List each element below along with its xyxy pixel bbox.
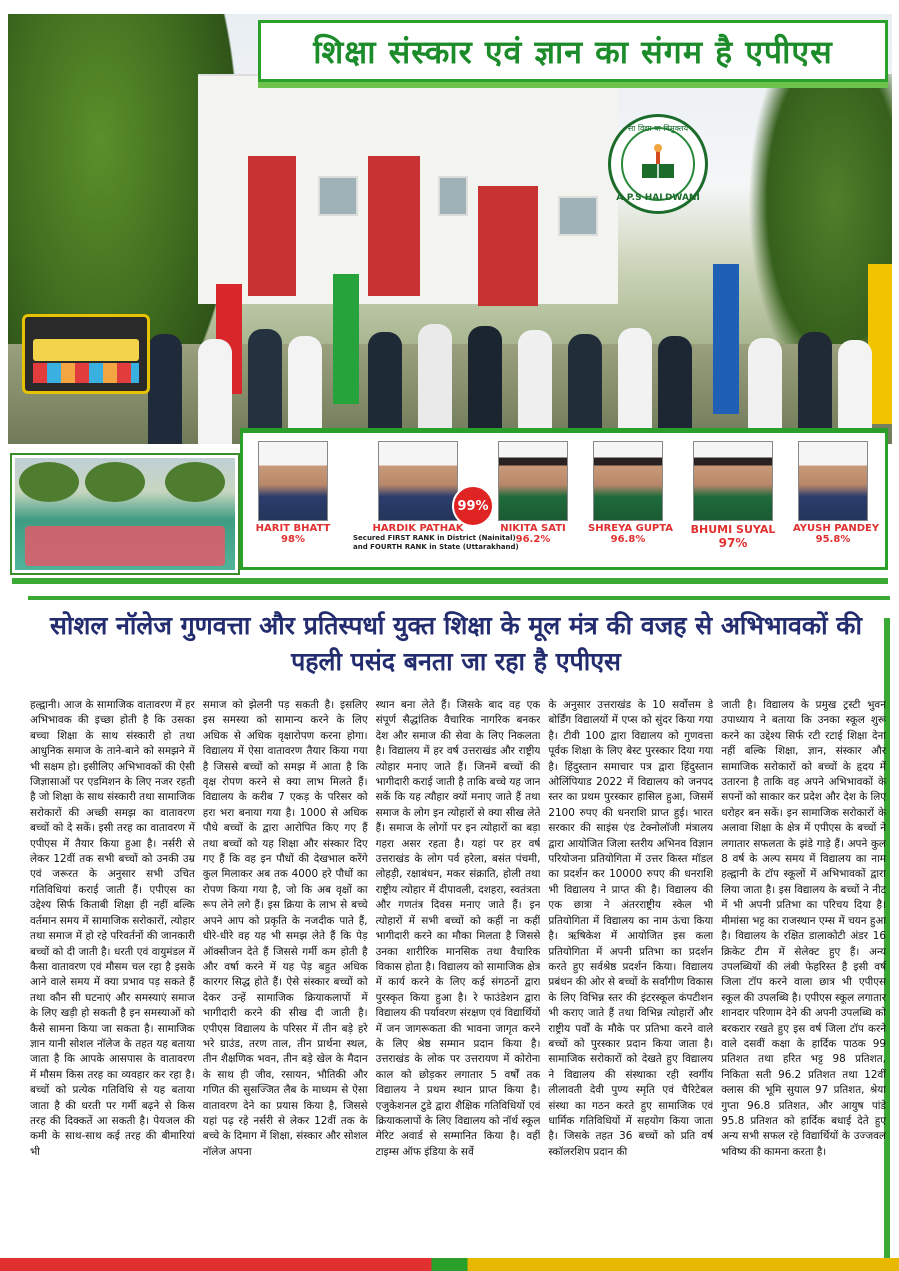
top-title-box: [258, 20, 888, 82]
title-underline: [258, 82, 888, 88]
article-column: जाती है। विद्यालय के प्रमुख ट्रस्टी भुवन उपाध्याय ने बताया कि उनका स्कूल शुरू करने का उद्देश्य सिर्फ रटी रटाई शिक्षा देना नहीं बल्कि शिक्षा, ज्ञान, संस्कार और सामाजिक सरोकारों को बच्चों के हृदय में उतारना है ताकि वह अपने अभिभावकों के सपनों को साकार कर प्रदेश और देश के लिए धरोहर बन सकें। इन सामाजिक सरोकारों के अलावा शिक्षा के क्षेत्र में एपीएस के बच्चों ने लगातार सफलता के झंडे गाड़े हैं। अपने कुल 8 वर्ष के अल्प समय में विद्यालय का नाम हल्द्वानी के टॉप स्कूलों में अभिभावकों द्वारा लिया जाता है। इस विद्यालय के बच्चों ने नीट में भी अपनी प्रतिभा का परिचय दिया है। मीमांसा भट्ट का राजस्थान एम्स में चयन हुआ है। विद्यालय के रक्षित डालाकोटी अंडर 16 क्रिकेट टीम में सेलेक्ट हुए हैं। अन्य उपलब्धियों की लंबी फेहरिस्त है इसी वर्ष जिला टॉप करने वाला छात्र भी एपीएस स्कूल की उपलब्धि है। एपीएस स्कूल लगातार शानदार परिणाम देने की अपनी उपलब्धि को बरकरार रखते हुए इस वर्ष जिला टॉप करने वाले दसवीं कक्षा के हार्दिक पाठक 99 प्रतिशत तथा हरित भट्ट 98 प्रतिशत, निकिता सती 96.2 प्रतिशत तथा 12वीं क्लास की भूमि सुयाल 97 प्रतिशत, श्रेया गुप्ता 96.8 प्रतिशत, और आयुष पांडे 95.8 प्रतिशत को हार्दिक बधाई देते हुए अन्य सभी सफल रहे विद्यार्थियों के उज्जवल भविष्य की कामना करता है।: [721, 699, 886, 1158]
topper-card: [588, 441, 674, 545]
top-title: शिक्षा संस्कार एवं ज्ञान का संगम है एपीएस: [313, 32, 833, 71]
topper-name: HARIT BHATT: [255, 523, 331, 534]
blue-flag: [713, 264, 739, 414]
topper-photo: [798, 441, 868, 521]
separator-line: [12, 578, 888, 584]
student: [618, 328, 652, 444]
topper-percent: 97%: [718, 536, 748, 550]
topper-percent: 95.8%: [815, 534, 851, 545]
article-column: हल्द्वानी। आज के सामाजिक वातावरण में हर अभिभावक की इच्छा होती है कि उसका बच्चा शिक्षा के साथ संस्कारी हो तथा आधुनिक समाज के ताने-बाने को समझने में भी सक्षम हो। इसीलिए अभिभावकों की ऐसी जिज्ञासाओं पर एडमिशन के लिए नजर रहती है जो शिक्षा के साथ संस्कारी तथा सामाजिक सरोकारों की अच्छी समझ का वातावरण बच्चों को दे सकें। इसी तरह का वातावरण में एपीएस में तैयार किया हुआ है। नर्सरी से लेकर 12वीं तक सभी बच्चों को उनकी उम्र एवं जरूरत के अनुसार सभी उचित गतिविधियां कराई जाती हैं। एपीएस का उद्देश्य सिर्फ किताबी शिक्षा ही नहीं बल्कि वर्तमान समय में सामाजिक सरोकारों, त्योहार तथा समाज में हो रहे परिवर्तनों की जानकारी बच्चों को दी जाती है। धरती एवं वायुमंडल में कैसा वातावरण एवं मौसम चल रहा है इसके आने वाले समय में क्या प्रभाव पड़ सकते हैं तथा कौन सी घटनाएं और समस्याएं समाज के लिए खड़ी हो सकती है इन समस्याओं को कैसे सामना किया जा सकता है। सामाजिक ज्ञान यानी सोशल नॉलेज के तहत यह बताया जाता है कि आपके आसपास के वातावरण में मौसम किस तरह का व्यवहार कर रहा है। बच्चों को प्रत्येक गतिविधि से यह बताया जाता है की धरती पर गर्मी बढ़ने से किस तरह की दिक्कतें आ सकती है। पेयजल की कमी के साथ-साथ कई तरह की बीमारियां भी: [30, 699, 195, 1158]
topper-name: HARDIK PATHAK: [372, 523, 464, 534]
topper-card: [793, 441, 880, 545]
building-window: [438, 176, 468, 216]
logo-emblem: [621, 127, 695, 201]
topper-name: AYUSH PANDEY: [793, 523, 880, 534]
article-column: स्थान बना लेते हैं। जिसके बाद वह एक संपूर्ण सैद्धांतिक वैचारिक नागरिक बनकर देश और समाज की सेवा के लिए निकलता है। विद्यालय में हर वर्ष उत्तराखंड और राष्ट्रीय त्योहार मनाए जाते हैं। जिनमें बच्चों की भागीदारी कराई जाती है ताकि बच्चे यह जान सकें कि यह त्यौहार क्यों मनाए जाते हैं तथा समाज के लोग इन त्योहारों से क्या सीख लेते हैं। समाज के लोगों पर इन त्योहारों का बड़ा गहरा असर रहता है। यहां पर हर वर्ष उत्तराखंड के लोग पर्व हरेला, बसंत पंचमी, लोहड़ी, रक्षाबंधन, मकर संक्राति, होली तथा राष्ट्रीय त्योहार में दीपावली, दशहरा, स्वतंत्रता और गणतंत्र दिवस मनाए जाते हैं। इन त्योहारों में सभी बच्चों को कहीं ना कहीं भागीदारी करने का मौका मिलता है जिससे उनका शारीरिक मानसिक तथा वैचारिक विकास होता है। विद्यालय को सामाजिक क्षेत्र में कार्य करने के लिए कई संगठनों द्वारा पुरस्कृत किया हुआ है। रे फाउंडेशन द्वारा विद्यालय की पर्यावरण संरक्षण एवं विद्यार्थियों में जन जागरूकता की भावना जागृत करने के लिए श्रेष्ठ सम्मान प्रदान किया है। उत्तराखंड के लोक पर उत्तरायण में कोरोना काल को छोड़कर लगातार 5 वर्षों तक विद्यालय ने प्रथम स्थान प्राप्त किया है। एजुकेशनल टुडे द्वारा शैक्षिक गतिविधियों एवं क्रियाकलापों के लिए विद्यालय को नॉर्थ स्कूल मेरिट अवार्ड से सम्मानित किया है। वहीं टाइम्स ऑफ इंडिया के सर्वे: [375, 699, 541, 1158]
topper-name: BHUMI SUYAL: [690, 523, 776, 536]
student: [248, 329, 282, 444]
topper-name: NIKITA SATI: [500, 523, 566, 534]
score-badge: 99%: [452, 485, 494, 527]
photo-tree: [165, 462, 225, 502]
topper-card: [253, 441, 333, 545]
topper-card: [493, 441, 573, 545]
green-flag: [333, 274, 359, 404]
article-body: [30, 698, 886, 1226]
building-window: [318, 176, 358, 216]
topper-photo: [378, 441, 458, 521]
banner-pattern: [33, 363, 139, 383]
student: [198, 339, 232, 444]
logo-motto: सा विद्या या विमुक्तये: [627, 124, 689, 133]
bottom-strip: [0, 1258, 899, 1271]
building-pillar: [368, 156, 420, 296]
student: [518, 330, 552, 444]
topper-percent: 96.2%: [515, 534, 551, 545]
headline-rule: [28, 596, 890, 600]
book-torch-icon: [636, 142, 680, 186]
topper-photo: [258, 441, 328, 521]
building-pillar: [248, 156, 296, 296]
topper-card: [688, 441, 778, 550]
logo-text: A.P.S HALDWANI: [616, 193, 700, 203]
article-column: समाज को झेलनी पड़ सकती है। इसलिए इस समस्या को सामान्य करने के लिए अधिक से अधिक वृक्षारोपण करना होगा। विद्यालय में ऐसा वातावरण तैयार किया गया है जिससे बच्चों को समझ में आता है कि वृक्ष रोपण करने से क्या लाभ मिलते हैं। विद्यालय के करीब 7 एकड़ के परिसर को हरा भरा बनाया गया है। 1000 से अधिक पौधे बच्चों के द्वारा आरोपित किए गए हैं तथा बच्चों को यह शिक्षा और संस्कार दिए गए हैं कि वह इन पौधों की देखभाल करेंगे कुल मिलाकर अब तक 4000 हरे पौधों का रोपण किया गया है, जो कि अब वृक्षों का रूप लेने लगे हैं। इस क्रिया के लाभ से बच्चे अपने आप को प्रकृति के नजदीक पाते हैं, धीरे-धीरे वह यह भी समझ लेते हैं कि पेड़ ऑक्सीजन देते हैं जिससे गर्मी कम होती है और वर्षा करने में यह पेड़ बहुत अधिक कारगर सिद्ध होते हैं। ऐसे संस्कार बच्चों को देकर उन्हें सामाजिक क्रियाकलापों में भागीदारी करने की सीख दी जाती है। एपीएस विद्यालय के परिसर में तीन बड़े हरे भरे ग्राउंड, तरण ताल, तीन प्रार्थना स्थल, तीन शैक्षणिक भवन, तीन बड़े खेल के मैदान के साथ ही जीव, रसायन, भौतिकी और गणित की सुसज्जित लैब के माध्यम से ऐसा वातावरण देने का प्रयास किया है, जिससे यहां पढ़ रहे नर्सरी से लेकर 12वीं तक के बच्चे के दिमाग में शिक्षा, संस्कार और सोशल नॉलेज अपना: [202, 699, 368, 1158]
photo-tree: [85, 462, 145, 502]
school-logo: [608, 114, 708, 214]
topper-name: SHREYA GUPTA: [588, 523, 674, 534]
topper-photo: [593, 441, 663, 521]
playing-court: [25, 526, 225, 566]
article-column: के अनुसार उत्तराखंड के 10 सर्वोत्तम डे बोर्डिंग विद्यालयों में एप्स को सुंदर किया गया है। टीवी 100 द्वारा विद्यालय को गुणवत्ता पूर्वक शिक्षा के लिए बेस्ट पुरस्कार दिया गया है। हिंदुस्तान समाचार पत्र द्वारा हिंदुस्तान ओलिंपियाड 2022 में विद्यालय को जनपद स्तर का प्रथम पुरस्कार हासिल हुआ, जिसमें 2100 रुपए की धनराशि प्राप्त हुई। भारत सरकार की साइंस एंड टेक्नोलॉजी मंत्रालय द्वारा आयोजित जिला स्तरीय अभिनव विज्ञान परियोजना प्रतियोगिता में उत्तर किस्त मॉडल का प्रदर्शन कर 10000 रुपए की धनराशि भी विद्यालय ने प्राप्त की है। विद्यालय की एक छात्रा ने अंतरराष्ट्रीय स्केल भी प्रतियोगिता में विद्यालय का नाम ऊंचा किया है। ऋषिकेश में आयोजित इस कला प्रतियोगिता में अपनी प्रतिभा का प्रदर्शन करते हुए सर्वश्रेष्ठ प्रदर्शन किया। विद्यालय प्रबंधन की ओर से बच्चों के सर्वांगीण विकास के लिए विभिन्न स्तर की इंटरस्कूल कंपटीशन भी कराए जाते हैं तथा विभिन्न त्योहारों और राष्ट्रीय पर्वों के मौके पर प्रतिभा करने वाले बच्चों को पुरस्कार प्रदान किया जाता है। सामाजिक सरोकारों को देखते हुए विद्यालय ने विद्यालय की संस्थाका रही स्वर्गीय लीलावती देवी पुण्य स्मृति एवं चैरिटेबल संस्था का गठन करते हुए सामाजिक एवं धार्मिक गतिविधियों में सहयोग किया जाता है। जिसके तहत 36 बच्चों को प्रति वर्ष स्कॉलरशिप प्रदान की: [548, 699, 714, 1158]
student: [418, 324, 452, 444]
student: [468, 326, 502, 444]
students-group: [128, 284, 888, 444]
sports-photo: [12, 455, 238, 573]
topper-photo: [498, 441, 568, 521]
toppers-panel: [240, 428, 888, 570]
topper-photo: [693, 441, 773, 521]
building-window: [558, 196, 598, 236]
decorative-banner: [22, 314, 150, 394]
topper-percent: 98%: [281, 534, 305, 545]
student: [148, 334, 182, 444]
school-building: [198, 74, 618, 304]
topper-note: Secured FIRST RANK in District (Nainital) and FOURTH RANK in State (Uttarakhand): [353, 534, 519, 551]
photo-tree: [19, 462, 79, 502]
top-margin: [0, 0, 899, 14]
banner-band: [33, 339, 139, 361]
topper-percent: 96.8%: [610, 534, 646, 545]
article-headline: सोशल नॉलेज गुणवत्ता और प्रतिस्पर्धा युक्त शिक्षा के मूल मंत्र की वजह से अभिभावकों की पहली पसंद बनता जा रहा है एपीएस: [50, 611, 862, 676]
